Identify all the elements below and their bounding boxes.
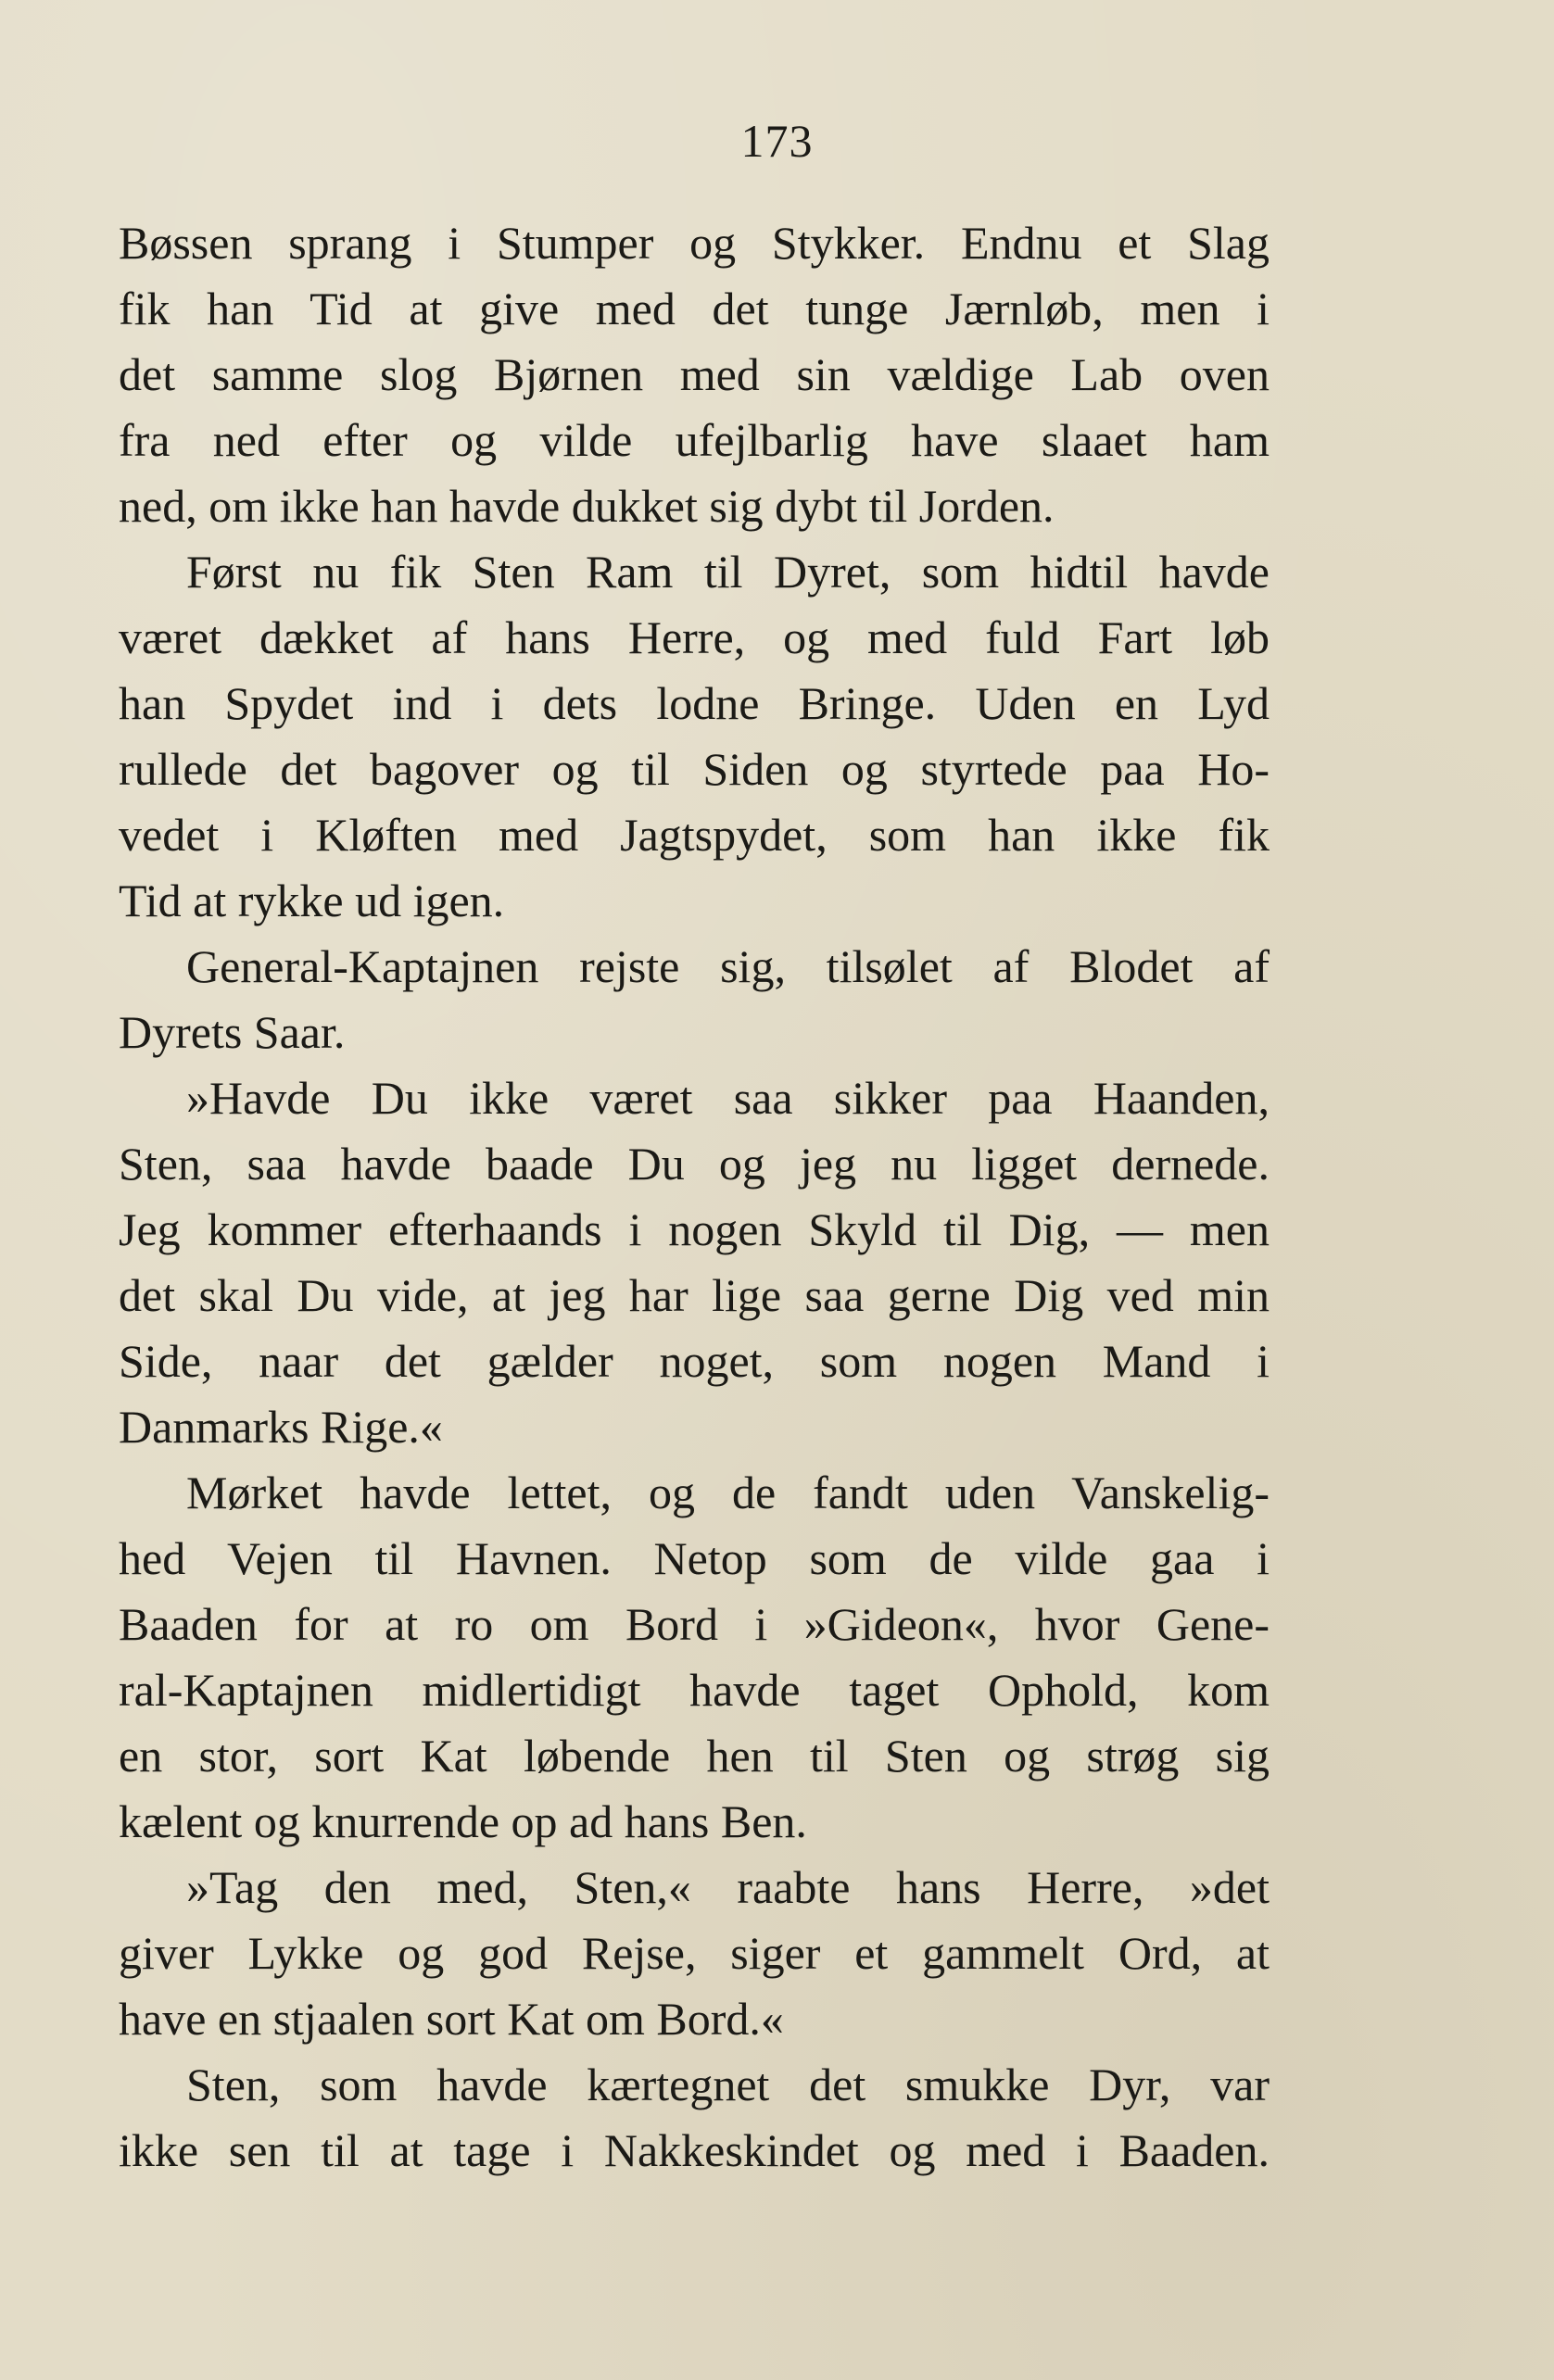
text-line: General-Kaptajnen rejste sig, tilsølet af Blodet af [186,940,1270,992]
text-line: kælent og knurrende op ad hans Ben. [119,1795,807,1847]
text-line: »Tag den med, Sten,« raabte hans Herre, »det [186,1861,1270,1913]
text-line: fik han Tid at give med det tunge Jærnløb, men i [119,283,1270,334]
text-line: rullede det bagover og til Siden og styrtede paa Ho- [119,743,1270,795]
text-line: Jeg kommer efterhaands i nogen Skyld til Dig, — men [119,1203,1270,1255]
body-text [119,210,1270,2184]
text-line: det skal Du vide, at jeg har lige saa gerne Dig ved min [119,1269,1270,1321]
text-line: det samme slog Bjørnen med sin vældige Lab oven [119,348,1270,400]
text-line: ikke sen til at tage i Nakkeskindet og med i Baaden. [119,2124,1270,2176]
text-line: »Havde Du ikke været saa sikker paa Haanden, [186,1072,1270,1124]
text-line: Dyrets Saar. [119,1006,346,1058]
text-line: en stor, sort Kat løbende hen til Sten og strøg sig [119,1730,1270,1782]
text-line: været dækket af hans Herre, og med fuld Fart løb [119,611,1270,663]
text-line: Danmarks Rige.« [119,1401,443,1453]
text-line: Sten, som havde kærtegnet det smukke Dyr, var [186,2059,1270,2110]
text-line: vedet i Kløften med Jagtspydet, som han ikke fik [119,809,1270,861]
text-line: giver Lykke og god Rejse, siger et gammelt Ord, at [119,1927,1270,1979]
text-line: fra ned efter og vilde ufejlbarlig have slaaet ham [119,414,1270,466]
text-line: ned, om ikke han havde dukket sig dybt til Jorden. [119,480,1055,532]
text-line: Tid at rykke ud igen. [119,875,505,926]
text-line: Sten, saa havde baade Du og jeg nu ligget dernede. [119,1138,1270,1190]
text-line: Side, naar det gælder noget, som nogen Mand i [119,1335,1270,1387]
text-line: have en stjaalen sort Kat om Bord.« [119,1993,784,2045]
page-number: 173 [740,115,814,167]
text-line: hed Vejen til Havnen. Netop som de vilde gaa i [119,1532,1270,1584]
text-line: han Spydet ind i dets lodne Bringe. Uden en Lyd [119,677,1270,729]
text-line: Først nu fik Sten Ram til Dyret, som hidtil havde [186,546,1270,598]
text-line: Baaden for at ro om Bord i »Gideon«, hvor Gene- [119,1598,1270,1650]
text-line: Bøssen sprang i Stumper og Stykker. Endnu et Slag [119,217,1270,269]
text-line: ral-Kaptajnen midlertidigt havde taget Ophold, kom [119,1664,1270,1716]
text-line: Mørket havde lettet, og de fandt uden Vanskelig- [186,1467,1270,1518]
